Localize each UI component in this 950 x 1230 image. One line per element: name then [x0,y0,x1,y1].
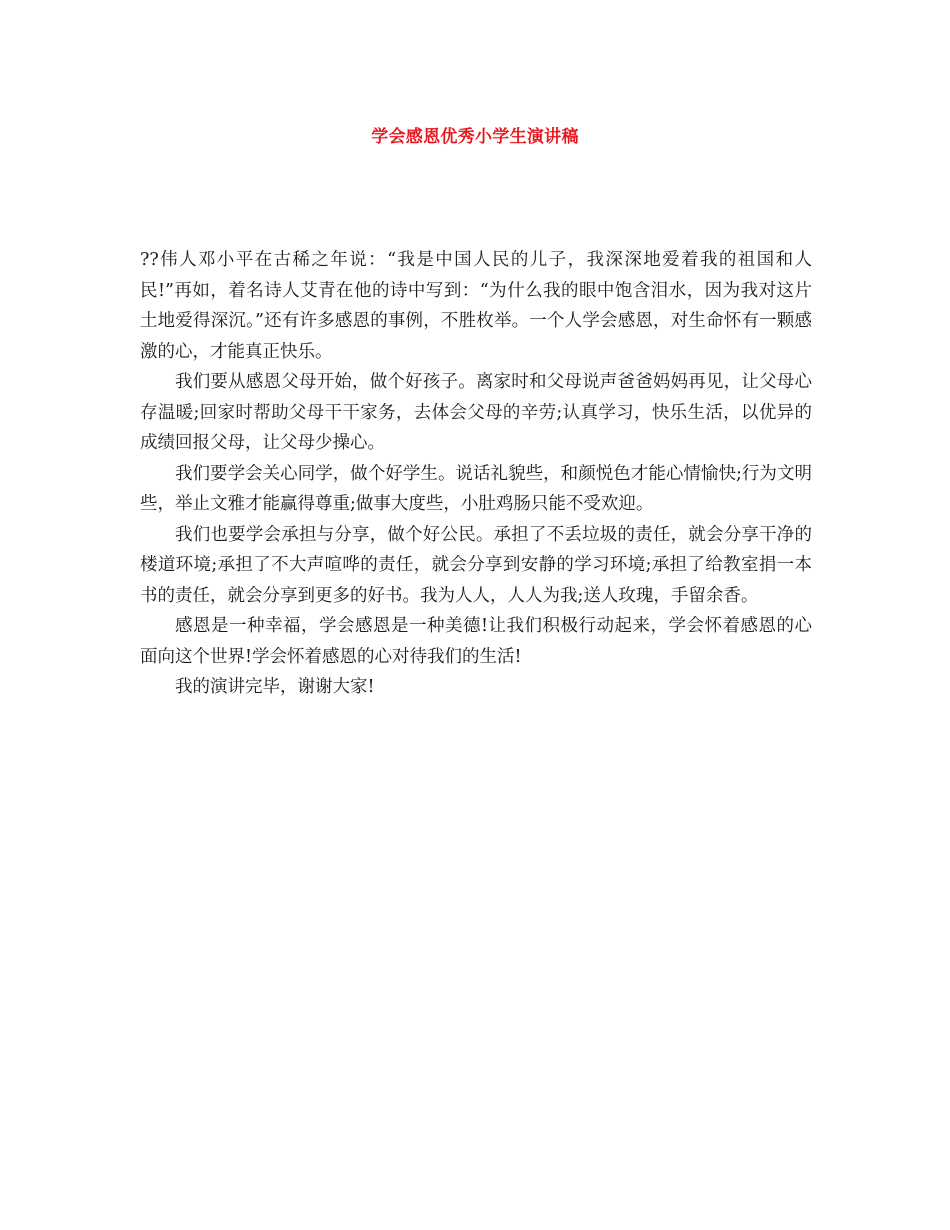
paragraph-6: 我的演讲完毕，谢谢大家! [175,677,375,697]
paragraph-3: 我们要学会关心同学，做个好学生。说话礼貌些，和颜悦色才能心情愉快;行为文明些，举止文雅才能赢得尊重;做事大度些，小肚鸡肠只能不受欢迎。 [140,463,812,514]
paragraph-4: 我们也要学会承担与分享，做个好公民。承担了不丢垃圾的责任，就会分享干净的楼道环境;承担了不大声喧哗的责任，就会分享到安静的学习环境;承担了给教室捐一本书的责任，就会分享到更多的好书。我为人人，人人为我;送人玫瑰，手留余香。 [140,524,812,606]
document-title: 学会感恩优秀小学生演讲稿 [371,127,579,147]
paragraph-5: 感恩是一种幸福，学会感恩是一种美德!让我们积极行动起来，学会怀着感恩的心面向这个世界!学会怀着感恩的心对待我们的生活! [140,616,812,667]
paragraph-2: 我们要从感恩父母开始，做个好孩子。离家时和父母说声爸爸妈妈再见，让父母心存温暖;回家时帮助父母干干家务，去体会父母的辛劳;认真学习，快乐生活，以优异的成绩回报父母，让父母少操心。 [140,372,812,453]
paragraph-1: ??伟人邓小平在古稀之年说：“我是中国人民的儿子，我深深地爱着我的祖国和人民!”再如，着名诗人艾青在他的诗中写到：“为什么我的眼中饱含泪水，因为我对这片土地爱得深沉。”还有许多感恩的事例，不胜枚举。一个人学会感恩，对生命怀有一颗感激的心，才能真正快乐。 [140,250,812,362]
document-body [140,245,812,703]
